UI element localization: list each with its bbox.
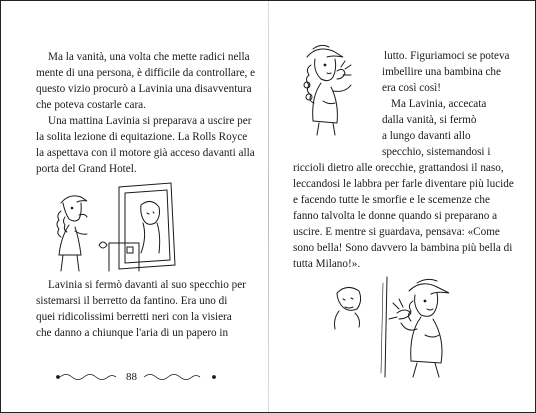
right-text-line: e facendo tutte le smorfie e le scemenze che — [293, 194, 490, 206]
page-number: 88 — [126, 371, 137, 383]
right-text-line: imbellire una bambina che — [382, 66, 501, 78]
girl-at-mirror-illustration — [39, 181, 209, 276]
girl-mirror-grimace-illustration — [321, 273, 481, 381]
left-text-line: Lavinia si fermò davanti al suo specchio per — [48, 279, 246, 291]
left-text-line: la solita lezione di equitazione. La Rolls Royce — [36, 131, 248, 143]
left-text-line: che danno a chiunque l'aria di un papero in — [36, 327, 229, 339]
right-text-line: leccandosi le labbra per farle diventare più lucide — [293, 178, 514, 190]
right-text-line: riccioli dietro alle orecchie, grattandosi il naso, — [293, 162, 504, 174]
right-text-line: lutto. Figuriamoci se poteva — [384, 50, 510, 62]
left-text-line: la aspettava con il motore già acceso davanti alla — [36, 147, 255, 159]
left-text-line: mente di una persona, è difficile da controllare, e — [36, 67, 256, 79]
left-text-line: Ma la vanità, una volta che mette radici nella — [48, 51, 250, 63]
girl-primping-illustration — [293, 41, 375, 137]
right-text-line: dalla vanità, si fermò — [382, 114, 477, 126]
book-gutter — [268, 1, 269, 412]
right-text-line: fanno talvolta le donne quando si preparano a — [293, 210, 498, 222]
right-text-line: era così così! — [382, 82, 442, 94]
right-text-line: a lungo davanti allo — [382, 130, 471, 142]
right-text-line: sono bella! Sono davvero la bambina più bella di — [293, 242, 513, 254]
right-text-line: Ma Lavinia, accecata — [391, 98, 487, 110]
right-text-line: uscire. E mentre si guardava, pensava: «Come — [293, 226, 500, 238]
right-text-line: specchio, sistemandosi i — [382, 146, 491, 158]
left-text-line: quei ridicolissimi berretti neri con la visiera — [36, 311, 232, 323]
left-text-line: questo vizio procurò a Lavinia una disavventura — [36, 83, 252, 95]
left-text-line: Una mattina Lavinia si preparava a uscire per — [48, 115, 252, 127]
left-text-line: porta del Grand Hotel. — [36, 163, 137, 175]
left-text-line: sistemarsi il berretto da fantino. Era uno di — [36, 295, 228, 307]
left-text-line: che poteva costarle cara. — [36, 99, 146, 111]
right-text-line: tutta Milano!». — [293, 258, 361, 270]
page-number-ornament — [56, 370, 216, 384]
